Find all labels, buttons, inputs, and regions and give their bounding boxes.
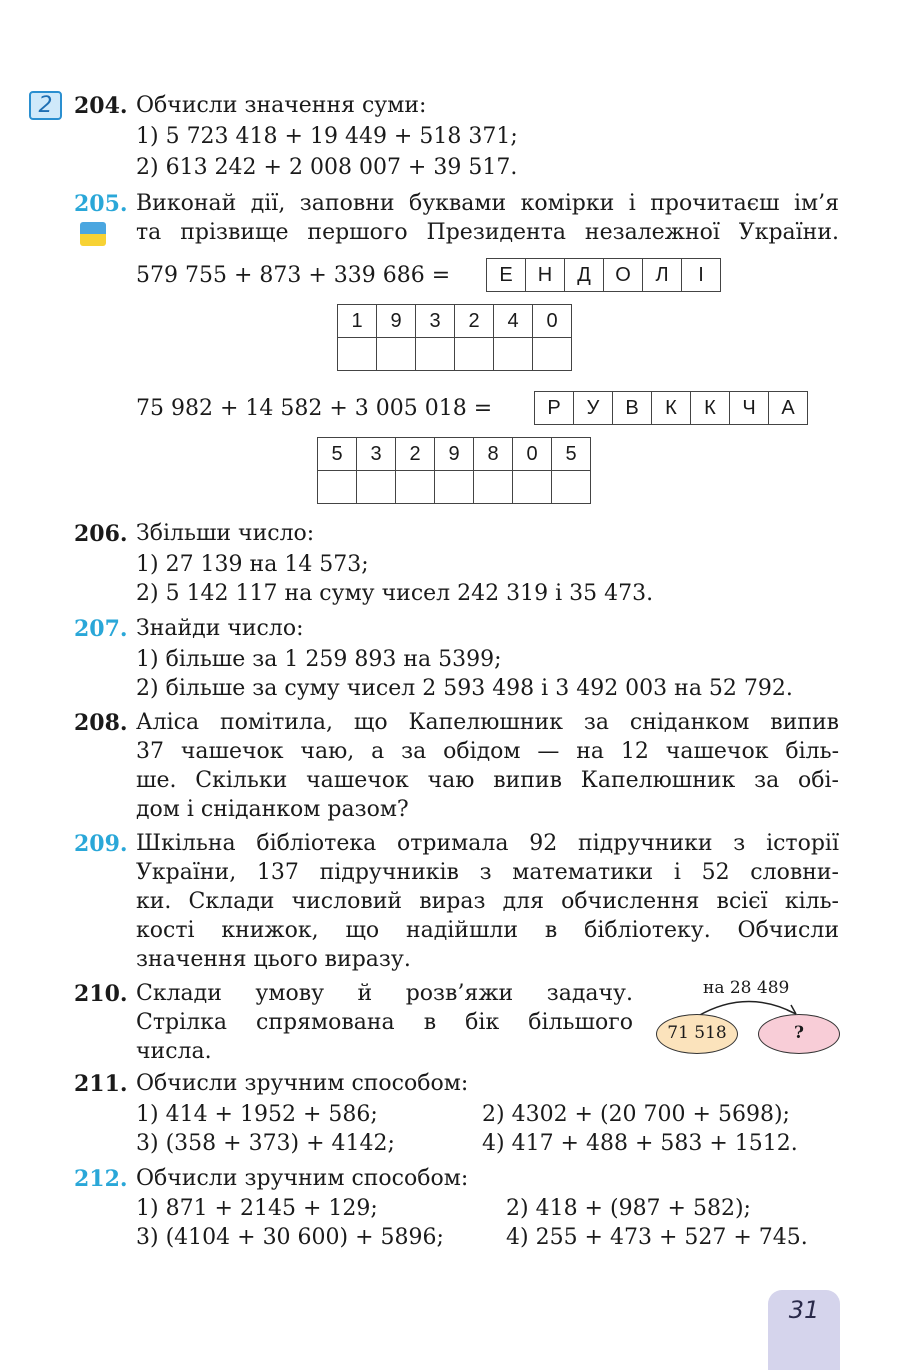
problem-text-212: Обчисли зручним способом: xyxy=(136,1166,469,1191)
letter-cell: Д xyxy=(565,259,604,292)
problem-text-210: Стрілка спрямована в бік більшого xyxy=(136,1010,633,1035)
letter-cell: К xyxy=(652,392,691,425)
left-value-oval: 71 518 xyxy=(656,1014,738,1054)
answer-cell[interactable] xyxy=(533,338,572,371)
problem-number-205: 205. xyxy=(74,191,128,217)
digit-cell: 4 xyxy=(494,305,533,338)
problem-text-208: Аліса помітила, що Капелюшник за сніданком випив xyxy=(136,710,839,735)
problem-text-205: та прізвище першого Президента незалежної України. xyxy=(136,220,839,245)
problem-text-208: 37 чашечок чаю, а за обідом — на 12 чашечок біль- xyxy=(136,739,839,764)
ukraine-flag-icon xyxy=(80,222,106,246)
problem-text-207: Знайди число: xyxy=(136,616,304,641)
digit-cell: 0 xyxy=(533,305,572,338)
problem-text-206: Збільши число: xyxy=(136,521,315,546)
answer-cell[interactable] xyxy=(513,471,552,504)
answer-cell[interactable] xyxy=(494,338,533,371)
answer-cell[interactable] xyxy=(318,471,357,504)
digit-cell: 5 xyxy=(318,438,357,471)
letter-cell: Е xyxy=(487,259,526,292)
problem-text-208: ше. Скільки чашечок чаю випив Капелюшник за обі- xyxy=(136,768,839,793)
digit-cell: 9 xyxy=(435,438,474,471)
letter-cell: У xyxy=(574,392,613,425)
problem-item: 1) 871 + 2145 + 129; xyxy=(136,1196,378,1221)
digit-cell: 3 xyxy=(416,305,455,338)
problem-item: 4) 255 + 473 + 527 + 745. xyxy=(506,1225,808,1250)
problem-number-207: 207. xyxy=(74,616,128,642)
letter-cell: Л xyxy=(643,259,682,292)
answer-cell[interactable] xyxy=(435,471,474,504)
problem-text-210: Склади умову й розв’яжи задачу. xyxy=(136,981,633,1006)
problem-number-204: 204. xyxy=(74,93,128,119)
problem-item: 2) 613 242 + 2 008 007 + 39 517. xyxy=(136,155,518,180)
problem-text-204: Обчисли значення суми: xyxy=(136,93,427,118)
page-number: 31 xyxy=(788,1296,820,1324)
problem-text-209: кості книжок, що надійшли в бібліотеку. Обчисли xyxy=(136,918,839,943)
problem-item: 2) 418 + (987 + 582); xyxy=(506,1196,751,1221)
problem-number-210: 210. xyxy=(74,981,128,1007)
problem-text-209: значення цього виразу. xyxy=(136,947,411,972)
problem-number-209: 209. xyxy=(74,831,128,857)
answer-cell[interactable] xyxy=(455,338,494,371)
problem-number-206: 206. xyxy=(74,521,128,547)
letter-cell: Н xyxy=(526,259,565,292)
problem-number-211: 211. xyxy=(74,1071,128,1097)
problem-item: 3) (4104 + 30 600) + 5896; xyxy=(136,1225,444,1250)
problem-item: 2) більше за суму чисел 2 593 498 і 3 492 003 на 52 792. xyxy=(136,676,793,701)
letter-cell: І xyxy=(682,259,721,292)
problem-text-210: числа. xyxy=(136,1039,212,1064)
answer-cell[interactable] xyxy=(416,338,455,371)
problem-number-212: 212. xyxy=(74,1166,128,1192)
problem-number-208: 208. xyxy=(74,710,128,736)
digit-cell: 1 xyxy=(338,305,377,338)
letter-cell: О xyxy=(604,259,643,292)
problem-item: 2) 4302 + (20 700 + 5698); xyxy=(482,1102,790,1127)
letter-cell: Ч xyxy=(730,392,769,425)
answer-cell[interactable] xyxy=(357,471,396,504)
problem-text-209: ки. Склади числовий вираз для обчислення всієї кіль- xyxy=(136,889,839,914)
digit-cell: 2 xyxy=(455,305,494,338)
problem-item: 1) 414 + 1952 + 586; xyxy=(136,1102,378,1127)
letter-cell: В xyxy=(613,392,652,425)
equation-2: 75 982 + 14 582 + 3 005 018 = xyxy=(136,396,493,421)
problem-text-209: України, 137 підручників з математики і 52 словни- xyxy=(136,860,839,885)
level-badge: 2 xyxy=(29,91,62,120)
digits-grid-1 xyxy=(337,304,572,371)
answer-cell[interactable] xyxy=(377,338,416,371)
letters-row-1 xyxy=(486,258,721,292)
right-value-oval: ? xyxy=(758,1014,840,1054)
digit-cell: 8 xyxy=(474,438,513,471)
problem-item: 1) 5 723 418 + 19 449 + 518 371; xyxy=(136,124,518,149)
answer-cell[interactable] xyxy=(338,338,377,371)
answer-cell[interactable] xyxy=(552,471,591,504)
digit-cell: 3 xyxy=(357,438,396,471)
digit-cell: 2 xyxy=(396,438,435,471)
arrow-label: на 28 489 xyxy=(703,978,790,998)
problem-item: 2) 5 142 117 на суму чисел 242 319 і 35 473. xyxy=(136,581,654,606)
letter-cell: К xyxy=(691,392,730,425)
digit-cell: 0 xyxy=(513,438,552,471)
problem-item: 4) 417 + 488 + 583 + 1512. xyxy=(482,1131,798,1156)
answer-cell[interactable] xyxy=(396,471,435,504)
digit-cell: 5 xyxy=(552,438,591,471)
problem-text-209: Шкільна бібліотека отримала 92 підручники з історії xyxy=(136,831,839,856)
problem-item: 1) більше за 1 259 893 на 5399; xyxy=(136,647,502,672)
answer-cell[interactable] xyxy=(474,471,513,504)
problem-text-208: дом і сніданком разом? xyxy=(136,797,409,822)
digits-grid-2 xyxy=(317,437,591,504)
equation-1: 579 755 + 873 + 339 686 = xyxy=(136,263,451,288)
letter-cell: Р xyxy=(535,392,574,425)
digit-cell: 9 xyxy=(377,305,416,338)
problem-text-211: Обчисли зручним способом: xyxy=(136,1071,469,1096)
problem-item: 3) (358 + 373) + 4142; xyxy=(136,1131,395,1156)
problem-text-205: Виконай дії, заповни буквами комірки і прочитаєш ім’я xyxy=(136,191,839,216)
problem-item: 1) 27 139 на 14 573; xyxy=(136,552,369,577)
letter-cell: А xyxy=(769,392,808,425)
letters-row-2 xyxy=(534,391,808,425)
